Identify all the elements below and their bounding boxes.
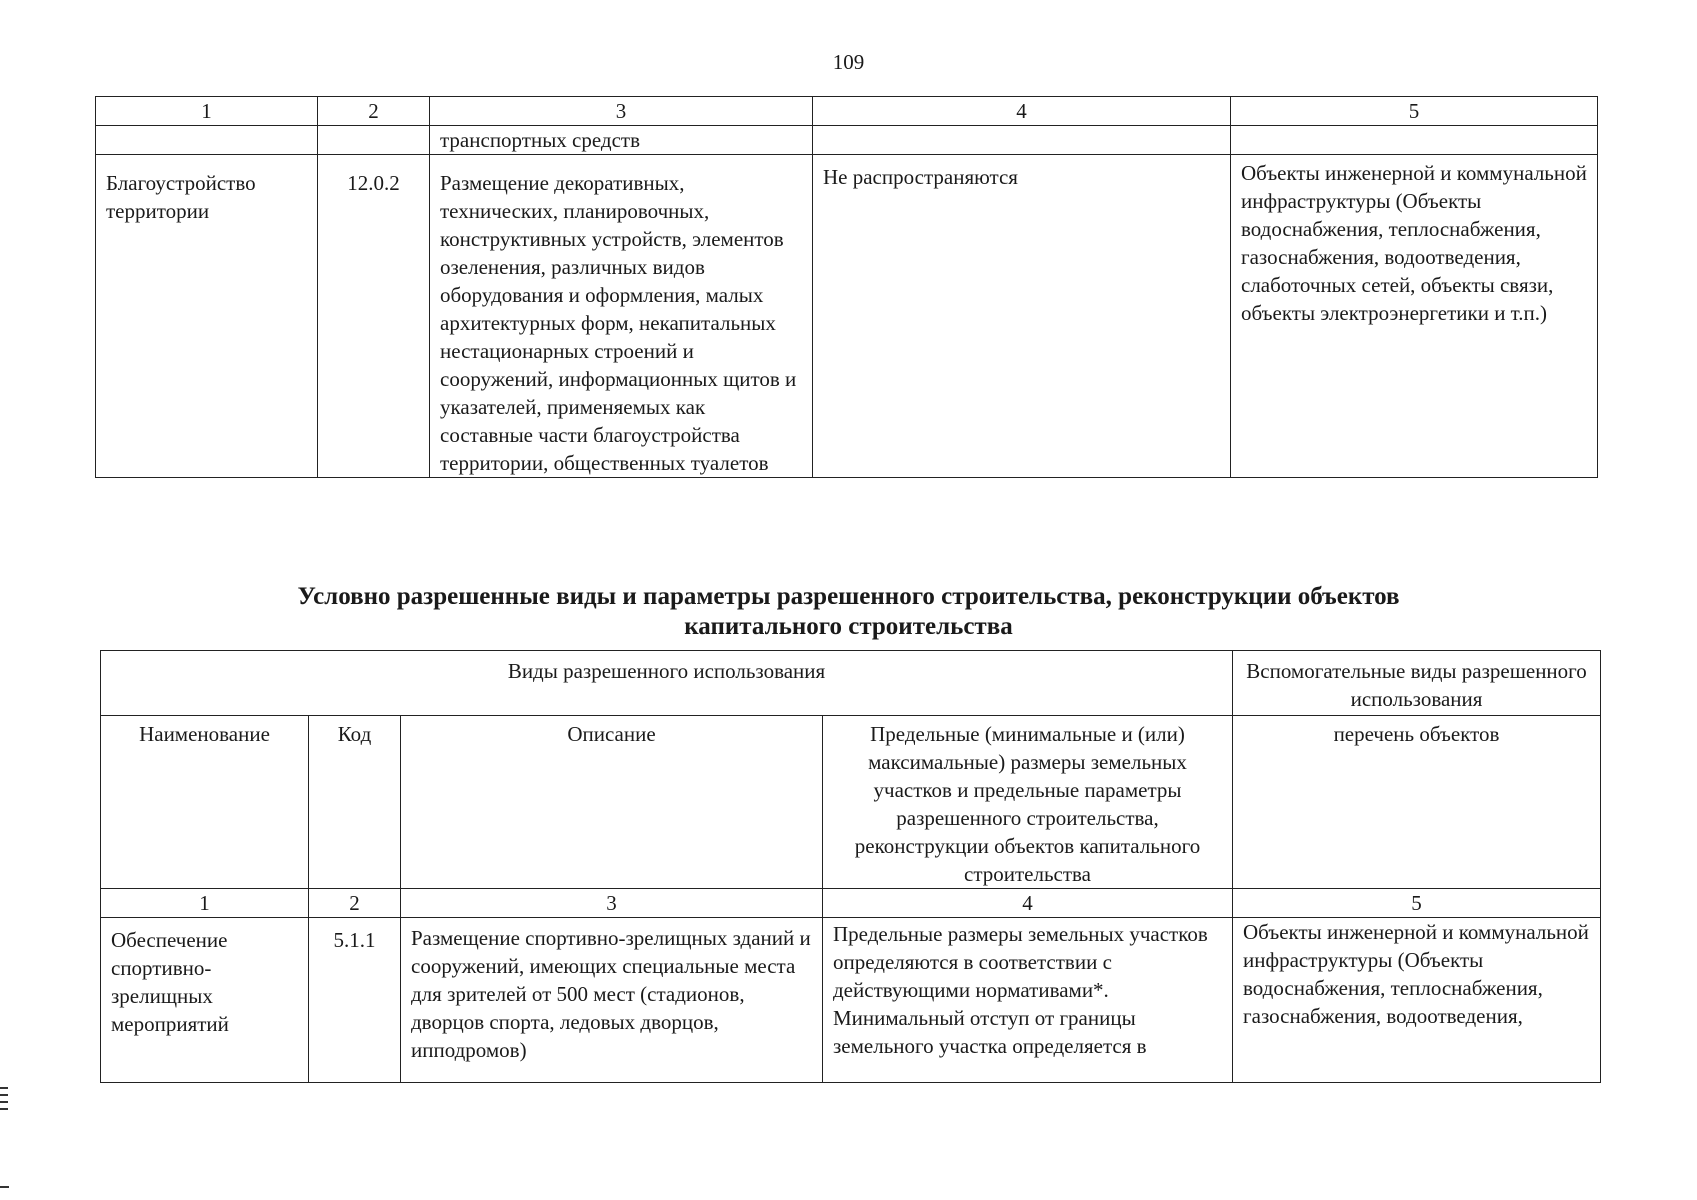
column-number-row bbox=[101, 889, 1601, 918]
section-heading-line-2: капитального строительства bbox=[684, 613, 1013, 640]
scan-margin-mark bbox=[0, 1186, 9, 1188]
use-description-cell: Размещение декоративных, технических, планировочных, конструктивных устройств, элементов озеленения, различных видов оборудования и оформления, малых архитектурных форм, некапитальных нестационарных строений и сооружений, информационных щитов и указателей, применяемых как составные части благоустройства территории, общественных туалетов bbox=[430, 155, 813, 478]
header-parameters: Предельные (минимальные и (или) максимальные) размеры земельных участков и предельные параметры разрешенного строительства, реконструкции объектов капитального строительства bbox=[823, 716, 1233, 889]
column-number-2: 2 bbox=[318, 97, 430, 126]
continuation-parameters-cell bbox=[813, 126, 1231, 155]
column-number-5: 5 bbox=[1233, 889, 1601, 918]
header-description: Описание bbox=[401, 716, 823, 889]
table-row bbox=[96, 155, 1598, 478]
use-description-cell: Размещение спортивно-зрелищных зданий и сооружений, имеющих специальные места для зрителей от 500 мест (стадионов, дворцов спорта, ледовых дворцов, ипподромов) bbox=[401, 918, 823, 1083]
scan-margin-mark bbox=[0, 1094, 8, 1096]
use-parameters-cell: Не распространяются bbox=[813, 155, 1231, 478]
use-name-cell: Благоустройство территории bbox=[96, 155, 318, 478]
column-number-1: 1 bbox=[101, 889, 309, 918]
scan-margin-mark bbox=[0, 1101, 8, 1103]
column-number-2: 2 bbox=[309, 889, 401, 918]
conditional-uses-table bbox=[100, 650, 1601, 1083]
page-number: 109 bbox=[832, 50, 865, 74]
continuation-code-cell bbox=[318, 126, 430, 155]
use-code-cell: 12.0.2 bbox=[318, 155, 430, 478]
use-name-cell: Обеспечение спортивно-зрелищных мероприятий bbox=[101, 918, 309, 1083]
group-header-cell: Виды разрешенного использования bbox=[101, 651, 1233, 716]
column-number-4: 4 bbox=[823, 889, 1233, 918]
use-parameters-cell: Предельные размеры земельных участков определяются в соответствии с действующими нормативами*. Минимальный отступ от границы земельного участка определяется в bbox=[823, 918, 1233, 1083]
column-header-row bbox=[101, 716, 1601, 889]
column-number-3: 3 bbox=[401, 889, 823, 918]
continuation-row bbox=[96, 126, 1598, 155]
section-heading bbox=[0, 582, 1697, 642]
column-number-5: 5 bbox=[1231, 97, 1598, 126]
permitted-uses-table-continued bbox=[95, 96, 1598, 478]
use-code-cell: 5.1.1 bbox=[309, 918, 401, 1083]
header-aux-list: перечень объектов bbox=[1233, 716, 1601, 889]
continuation-name-cell bbox=[96, 126, 318, 155]
column-number-4: 4 bbox=[813, 97, 1231, 126]
section-heading-line-1: Условно разрешенные виды и параметры разрешенного строительства, реконструкции объектов bbox=[297, 583, 1400, 610]
column-number-3: 3 bbox=[430, 97, 813, 126]
use-auxiliary-cell: Объекты инженерной и коммунальной инфраструктуры (Объекты водоснабжения, теплоснабжения, газоснабжения, водоотведения, слаботочных сетей, объекты связи, объекты электроэнергетики и т.п.) bbox=[1231, 155, 1598, 478]
group-header-row bbox=[101, 651, 1601, 716]
column-number-row bbox=[96, 97, 1598, 126]
header-code: Код bbox=[309, 716, 401, 889]
continuation-description-cell: транспортных средств bbox=[430, 126, 813, 155]
scan-margin-mark bbox=[0, 1087, 8, 1089]
use-auxiliary-cell: Объекты инженерной и коммунальной инфраструктуры (Объекты водоснабжения, теплоснабжения, газоснабжения, водоотведения, bbox=[1233, 918, 1601, 1083]
table-row bbox=[101, 918, 1601, 1083]
column-number-1: 1 bbox=[96, 97, 318, 126]
header-name: Наименование bbox=[101, 716, 309, 889]
scan-margin-mark bbox=[0, 1108, 8, 1110]
aux-header-cell: Вспомогательные виды разрешенного использования bbox=[1233, 651, 1601, 716]
continuation-auxiliary-cell bbox=[1231, 126, 1598, 155]
